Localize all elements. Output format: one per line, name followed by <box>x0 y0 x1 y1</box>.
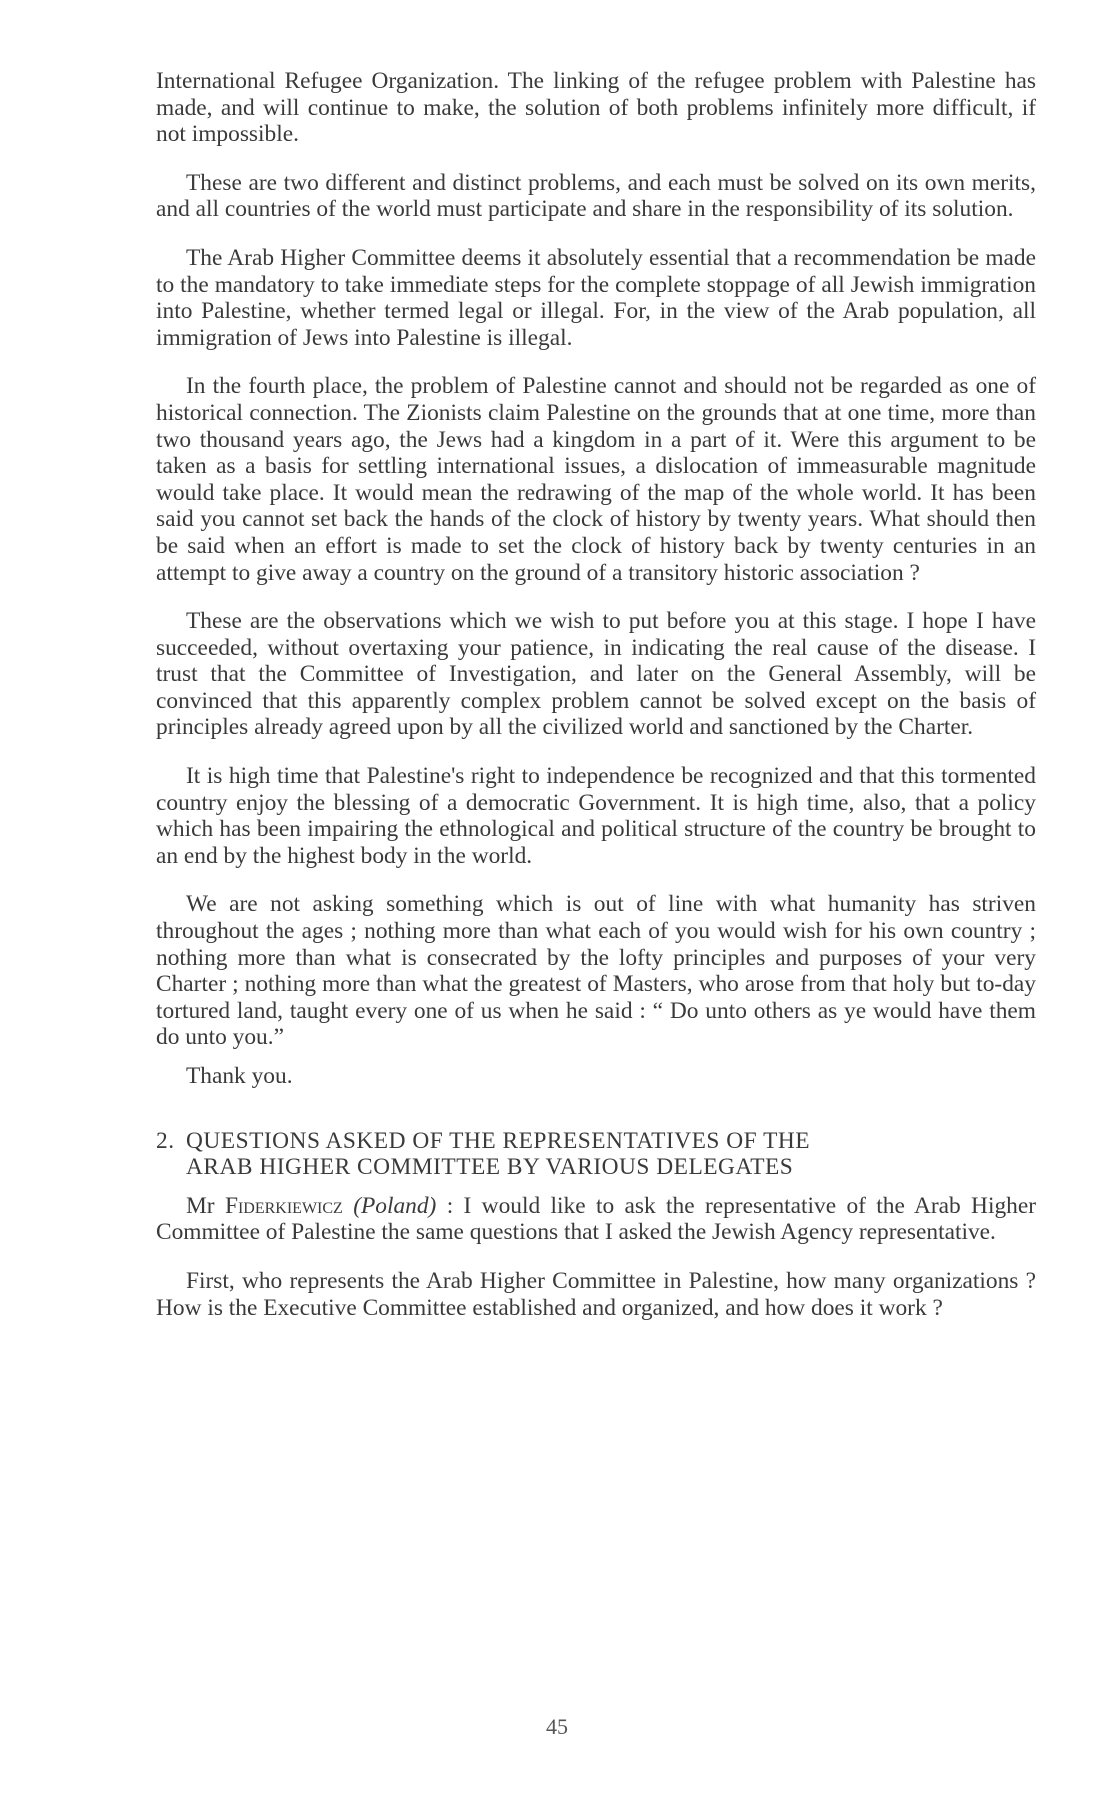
paragraph-question-poland <box>156 1193 1036 1246</box>
paragraph-immigration: The Arab Higher Committee deems it absolutely essential that a recommendation be made to the mandatory to take immediate steps for the complete stoppage of all Jewish immigration into Palestine, whether termed legal or illegal. For, in the view of the Arab population, all immigration of Jews into Palestine is illegal. <box>156 244 1036 351</box>
speaker-prefix: Mr <box>186 1192 225 1219</box>
paragraph-independence: It is high time that Palestine's right to independence be recognized and that this tormented country enjoy the blessing of a democratic Government. It is high time, also, that a policy which has been impairing the ethnological and political structure of the country be brought to an end by the highest body in the world. <box>156 763 1036 869</box>
speaker-name: Fiderkiewicz <box>224 1192 343 1219</box>
page-number: 45 <box>546 1714 568 1739</box>
speaker-separator: : <box>436 1192 464 1219</box>
speech-text: I would like to ask the representative of the Arab Higher Committee of Palestine the same questions that I asked the Jewish Agency representative. <box>156 1192 1036 1246</box>
paragraph-distinct-problems: These are two different and distinct problems, and each must be solved on its own merits, and all countries of the world must participate and share in the responsibility of its solution. <box>156 169 1036 223</box>
paragraph-historical-connection: In the fourth place, the problem of Palestine cannot and should not be regarded as one of historical connection. The Zionists claim Palestine on the grounds that at one time, more than two thousand years ago, the Jews had a kingdom in a part of it. Were this argument to be taken as a basis for settling international issues, a dislocation of immeasurable magnitude would take place. It would mean the redrawing of the map of the whole world. It has been said you cannot set back the hands of the clock of history by twenty years. What should then be said when an effort is made to set the clock of history back by twenty centuries in an attempt to give away a country on the ground of a transitory historic association ? <box>156 373 1036 586</box>
paragraph-observations: These are the observations which we wish to put before you at this stage. I hope I have succeeded, without overtaxing your patience, in indicating the real cause of the disease. I trust that the Committee of Investigation, and later on the General Assembly, will be convinced that this apparently complex problem cannot be solved except on the basis of principles already agreed upon by all the civilized world and sanctioned by the Charter. <box>156 608 1036 741</box>
section-number: 2. <box>156 1127 175 1154</box>
speaker-country: (Poland) <box>353 1192 437 1219</box>
paragraph-humanity: We are not asking something which is out of line with what humanity has striven throughout the ages ; nothing more than what each of you would wish for his own country ; nothing more than what is consecrated by the lofty principles and purposes of your very Charter ; nothing more than what the greatest of Masters, who arose from that holy but to-day tortured land, taught every one of us when he said : “ Do unto others as ye would have them do unto you.” <box>156 891 1036 1051</box>
paragraph-thank-you: Thank you. <box>186 1063 293 1089</box>
section-title-line-1: QUESTIONS ASKED OF THE REPRESENTATIVES OF THE <box>186 1127 811 1154</box>
section-heading <box>156 1128 1036 1181</box>
paragraph-refugee: International Refugee Organization. The linking of the refugee problem with Palestine has made, and will continue to make, the solution of both problems infinitely more difficult, if not impossible. <box>156 68 1036 148</box>
document-page <box>156 68 1036 1343</box>
paragraph-first-question: First, who represents the Arab Higher Committee in Palestine, how many organizations ? How is the Executive Committee established and organized, and how does it work ? <box>156 1267 1036 1321</box>
section-title-line-2: ARAB HIGHER COMMITTEE BY VARIOUS DELEGATES <box>186 1154 794 1181</box>
